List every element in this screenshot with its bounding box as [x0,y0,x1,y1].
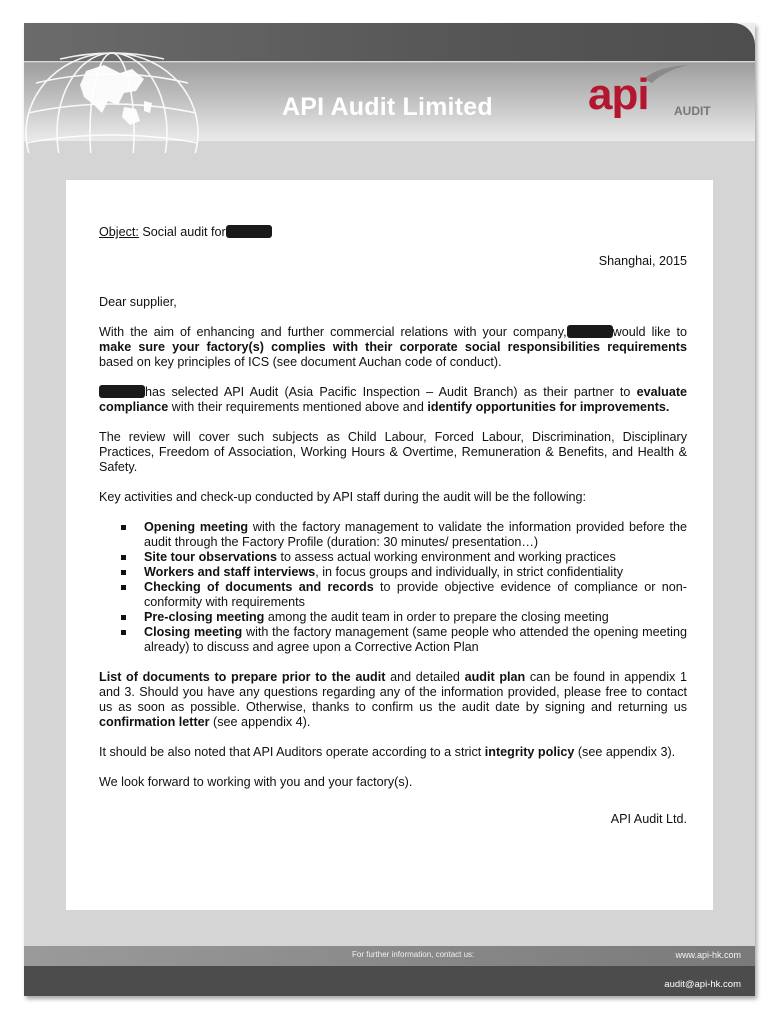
bullet-icon [121,585,126,590]
swoosh-icon [642,63,692,85]
text-span: to assess actual working environment and working practices [276,550,616,564]
paragraph-intro [99,325,687,370]
paragraph-activities: Key activities and check-up conducted by API staff during the audit will be the following: [99,490,587,504]
bold-span: audit plan [464,670,526,684]
list-item [99,580,687,610]
text-span: , in focus groups and individually, in strict confidentiality [315,565,624,579]
letter-content [99,180,687,827]
list-item [99,550,687,565]
text-span: with their requirements mentioned above and [171,400,424,414]
text-span: With the aim of enhancing and further commercial relations with your company, [99,325,567,339]
footer-website[interactable]: www.api-hk.com [675,950,741,960]
text-span: It should be also noted that API Auditors operate according to a strict [99,745,485,759]
signature: API Audit Ltd. [610,812,687,826]
bold-span: make sure your factory(s) complies with their corporate social responsibilities requirements [99,340,687,354]
bullet-icon [121,630,126,635]
paragraph-integrity [99,745,687,760]
bold-span: confirmation letter [99,715,210,729]
text-span: among the audit team in order to prepare the closing meeting [264,610,609,624]
bold-span: Site tour observations [144,550,277,564]
bullet-icon [121,525,126,530]
redaction-mark [567,325,613,338]
paragraph-partner [99,385,687,415]
activities-list [99,520,687,655]
text-span: can be found in appendix 1 and 3. Should you have any questions regarding any of the information provided, please free to contact us as soon as possible. Otherwise, thanks to confirm us the audit date by signing and returning us [99,670,687,714]
bullet-icon [121,555,126,560]
letterhead-frame [24,23,755,996]
bold-span: identify opportunities for improvements. [427,400,670,414]
text-span: (see appendix 4). [209,715,311,729]
salutation: Dear supplier, [99,295,177,309]
text-span: based on key principles of ICS (see document Auchan code of conduct). [99,355,502,369]
footer-contact-label: For further information, contact us: [352,950,475,959]
paragraph-closing: We look forward to working with you and your factory(s). [99,775,413,789]
bold-span: Pre-closing meeting [144,610,265,624]
api-logo [586,71,726,129]
text-span: with the factory management to validate the information provided before the audit through the Factory Profile (duration: 30 minutes/ presentation…) [144,520,687,549]
globe-icon [24,43,199,153]
letter-body [66,180,713,910]
text-span: with the factory management (same people who attended the opening meeting already) to discuss and agree upon a Corrective Action Plan [144,625,687,654]
bullet-icon [121,570,126,575]
logo-text: api [588,70,649,119]
paragraph-documents [99,670,687,730]
logo-subtext: AUDIT [674,104,711,118]
text-span: (see appendix 3). [574,745,676,759]
redaction-mark [226,225,272,238]
letterhead-footer [24,946,755,996]
object-text: Social audit for [138,225,226,239]
bold-span: Checking of documents and records [144,580,374,594]
redaction-mark [99,385,145,398]
bold-span: Opening meeting [144,520,249,534]
bold-span: evaluate compliance [99,385,688,414]
text-span: and detailed [385,670,465,684]
object-line [99,225,687,240]
list-item [99,565,687,580]
object-label: Object: [99,225,139,239]
list-item [99,610,687,625]
footer-email[interactable]: audit@api-hk.com [664,979,741,990]
bullet-icon [121,615,126,620]
place-date: Shanghai, 2015 [598,254,687,268]
list-item [99,520,687,550]
list-item [99,625,687,655]
letterhead-header [24,23,755,141]
bold-span: integrity policy [484,745,575,759]
bold-span: List of documents to prepare prior to the audit [99,670,386,684]
paragraph-subjects: The review will cover such subjects as Child Labour, Forced Labour, Discrimination, Disciplinary Practices, Freedom of Association, Working Hours & Overtime, Remuneration & Benefits, and Health & Safety. [99,430,687,474]
text-span: has selected API Audit (Asia Pacific Inspection – Audit Branch) as their partner to [145,385,631,399]
bold-span: Closing meeting [144,625,243,639]
text-span: to provide objective evidence of compliance or non-conformity with requirements [144,580,687,609]
company-name: API Audit Limited [282,93,493,121]
bold-span: Workers and staff interviews [144,565,316,579]
text-span: would like to [612,325,687,339]
